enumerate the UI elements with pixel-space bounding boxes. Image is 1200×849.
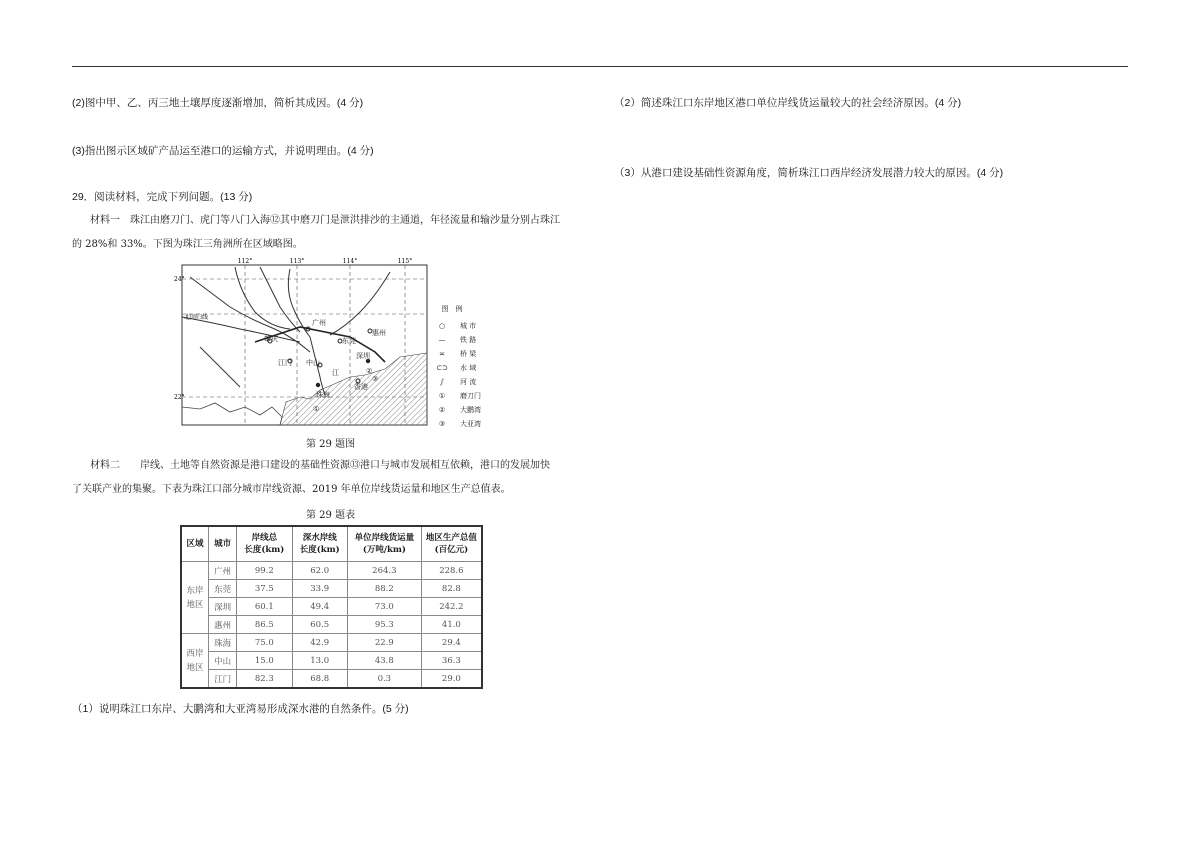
legend-symbol: ○ [438,322,446,330]
lon-label: 115° [397,258,413,265]
table-cell: 68.8 [292,670,347,689]
table-cell: 15.0 [237,652,292,670]
table-cell: 东莞 [209,580,237,598]
table-cell: 73.0 [347,598,421,616]
city-label: 深圳 [356,352,370,360]
city-label: 珠海 [316,391,330,399]
table-cell: 60.1 [237,598,292,616]
legend-symbol: ≍ [439,350,445,358]
table-cell: 36.3 [421,652,482,670]
city-label: 惠州 [372,329,386,337]
sub-question-3: （3）从港口建设基础性资源角度，简析珠江口西岸经济发展潜力较大的原因。(4 分) [614,167,1004,179]
legend-label: 水 域 [460,364,477,372]
legend-symbol: ① [438,392,446,400]
table-cell: 86.5 [237,616,292,634]
sub-question-1: （1）说明珠江口东岸、大鹏湾和大亚湾易形成深水港的自然条件。(5 分) [72,703,409,715]
lon-label: 114° [342,258,358,265]
region-east: 东岸 地区 [181,562,209,634]
table-cell: 60.5 [292,616,347,634]
lat-label: 22° [174,394,185,401]
table-cell: 82.8 [421,580,482,598]
table-cell: 中山 [209,652,237,670]
material-1-line-1: 材料一 珠江由磨刀门、虎门等八门入海⑫其中磨刀门是泄洪排沙的主通道，年径流量和输沙量分别占珠江 [90,215,560,226]
table-cell: 62.0 [292,562,347,580]
map-caption: 第 29 题图 [306,439,356,450]
marker-3: ③ [372,375,379,383]
pearl-river-delta-map [160,257,495,429]
map-legend [436,304,481,428]
table-cell: 深圳 [209,598,237,616]
header-rule [72,66,1128,67]
table-row [181,580,482,598]
table-cell: 37.5 [237,580,292,598]
legend-label: 城 市 [460,322,477,330]
table-cell: 82.3 [237,670,292,689]
table-row [181,652,482,670]
lon-label: 112° [237,258,253,265]
question-29-title: 29．阅读材料，完成下列问题。(13 分) [72,191,253,203]
legend-title: 图 例 [441,305,463,313]
marker-1: ① [313,405,320,413]
city-label: 东莞 [342,337,356,345]
city-label: 香港 [354,383,368,391]
city-label: 肇庆 [264,335,278,343]
table-cell: 珠海 [209,634,237,652]
table-cell: 29.4 [421,634,482,652]
table-cell: 0.3 [347,670,421,689]
table-header: 区域 [181,526,209,562]
table-cell: 264.3 [347,562,421,580]
table-header: 城市 [209,526,237,562]
table-cell: 22.9 [347,634,421,652]
sub-question-2: （2）简述珠江口东岸地区港口单位岸线货运量较大的社会经济原因。(4 分) [614,97,962,109]
table-cell: 惠州 [209,616,237,634]
table-header: 深水岸线 长度(km) [292,526,347,562]
table-cell: 88.2 [347,580,421,598]
legend-symbol: ③ [438,420,446,428]
legend-label: 大鹏湾 [460,406,481,414]
city-label: 江门 [278,359,292,367]
tropic-label: 北回归线 [184,314,209,321]
legend-symbol: ⊂⊃ [436,364,448,372]
material-2-line-2: 了关联产业的集聚。下表为珠江口部分城市岸线资源、2019 年单位岸线货运量和地区生产总值表。 [72,484,511,495]
question-3: (3)指出图示区域矿产品运至港口的运输方式，并说明理由。(4 分) [72,145,374,157]
table-cell: 江门 [209,670,237,689]
legend-label: 桥 梁 [460,350,477,358]
legend-label: 河 流 [460,378,477,386]
table-cell: 95.3 [347,616,421,634]
legend-label: 磨刀门 [460,392,481,400]
legend-label: 铁 路 [460,336,477,344]
data-table [180,525,483,689]
legend-symbol: ∫ [440,378,444,386]
table-cell: 29.0 [421,670,482,689]
marker-2: ② [366,367,373,375]
city-marker [316,383,320,387]
material-2-line-1: 材料二 岸线、土地等自然资源是港口建设的基础性资源⑬港口与城市发展相互依赖，港口的发展加快 [90,460,550,471]
table-row [181,616,482,634]
table-row [181,598,482,616]
lon-label: 113° [289,258,305,265]
table-header: 地区生产总值 (百亿元) [421,526,482,562]
question-2: (2)图中甲、乙、丙三地土壤厚度逐渐增加，简析其成因。(4 分) [72,97,364,109]
table-row [181,562,482,580]
table-header: 单位岸线货运量 (万吨/km) [347,526,421,562]
table-cell: 242.2 [421,598,482,616]
table-header-row [181,526,482,562]
table-cell: 228.6 [421,562,482,580]
region-west: 西岸 地区 [181,634,209,689]
material-1-line-2: 的 28%和 33%。下图为珠江三角洲所在区域略图。 [72,239,303,250]
table-cell: 33.9 [292,580,347,598]
table-cell: 42.9 [292,634,347,652]
city-label: 广州 [312,319,326,327]
water-label: 江 [332,369,339,377]
table-cell: 43.8 [347,652,421,670]
legend-label: 大亚湾 [460,420,481,428]
city-label: 中山 [306,359,320,367]
table-row [181,634,482,652]
table-caption: 第 29 题表 [306,510,356,521]
lat-label: 24° [174,276,185,283]
table-cell: 13.0 [292,652,347,670]
legend-symbol: ② [438,406,446,414]
table-row [181,670,482,689]
table-cell: 99.2 [237,562,292,580]
table-header: 岸线总 长度(km) [237,526,292,562]
table-cell: 49.4 [292,598,347,616]
legend-symbol: — [438,336,446,344]
table-cell: 41.0 [421,616,482,634]
table-cell: 广州 [209,562,237,580]
table-cell: 75.0 [237,634,292,652]
